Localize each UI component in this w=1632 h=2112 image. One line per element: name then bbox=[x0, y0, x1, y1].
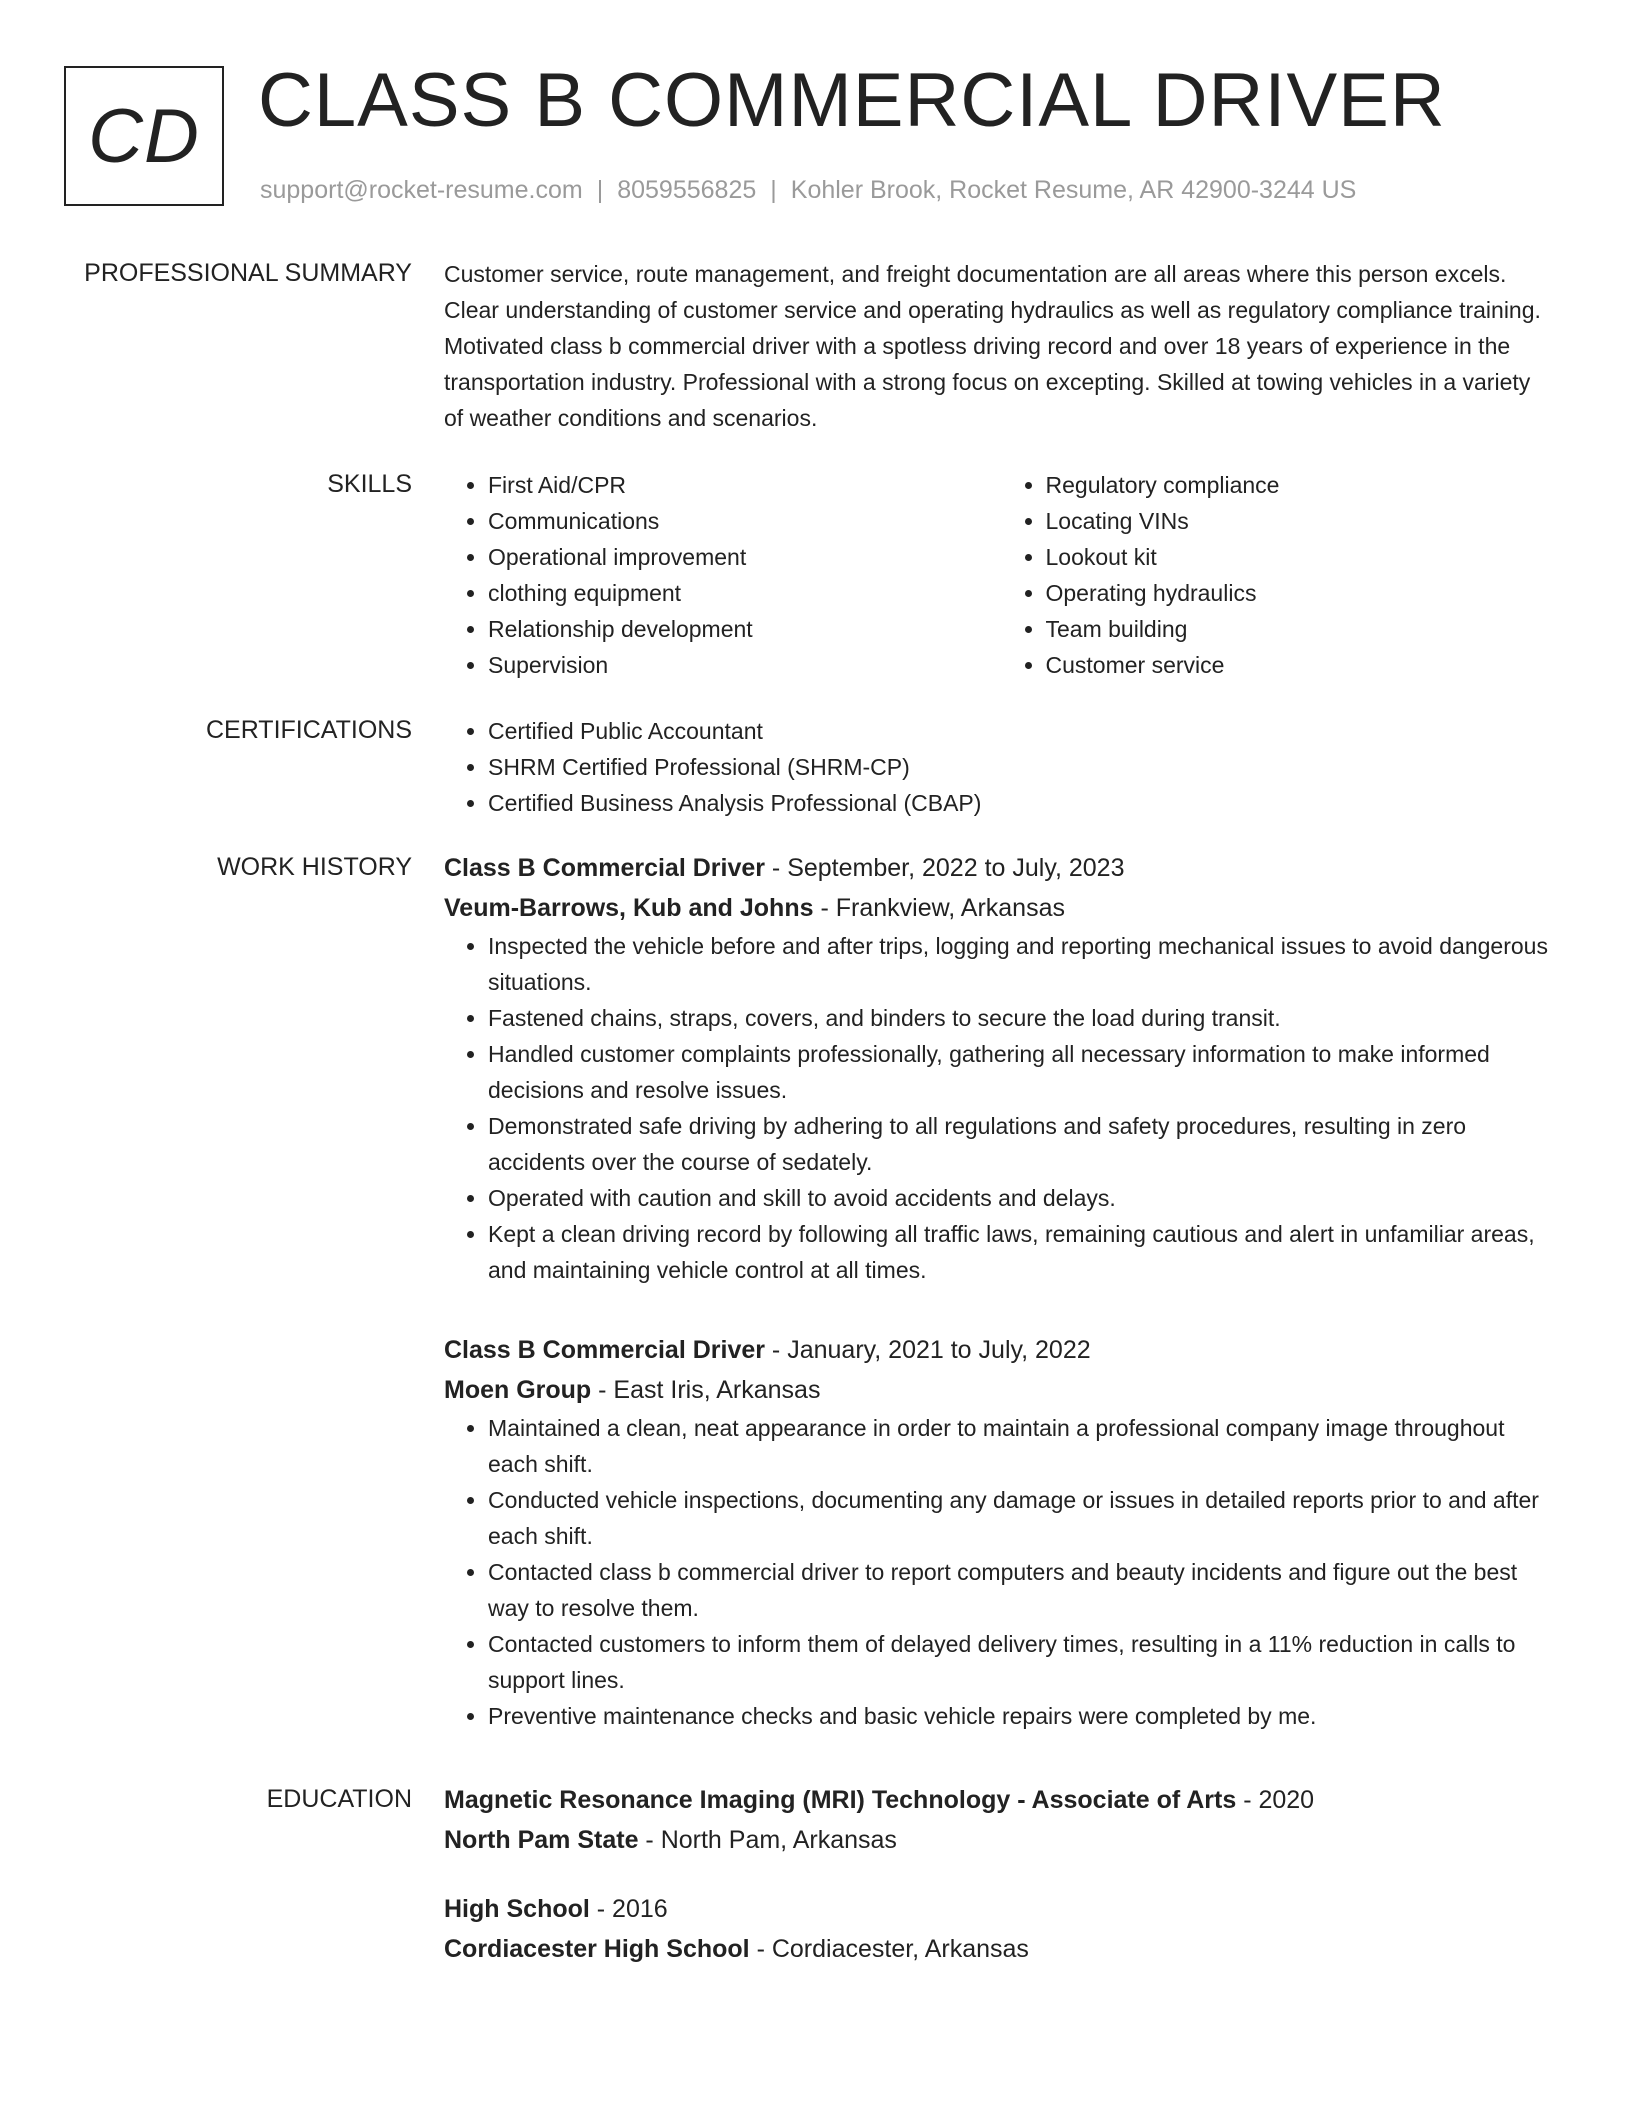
email-text: support@rocket-resume.com bbox=[260, 176, 583, 204]
skill-item: • First Aid/CPR bbox=[488, 467, 1002, 503]
skill-item: • Locating VINs bbox=[1046, 503, 1560, 539]
degree-name: High School bbox=[444, 1895, 590, 1923]
school-line bbox=[444, 1929, 1559, 1969]
section-label-certifications: CERTIFICATIONS bbox=[205, 716, 412, 744]
skill-item: • Operational improvement bbox=[488, 539, 1002, 575]
job-duty-item: • Kept a clean driving record by following all traffic laws, remaining cautious and alert in unfamiliar areas, and maintaining vehicle control at all times. bbox=[488, 1216, 1559, 1288]
section-label-summary: PROFESSIONAL SUMMARY bbox=[84, 259, 412, 287]
job-company: Veum-Barrows, Kub and Johns bbox=[444, 894, 814, 922]
summary-section bbox=[444, 256, 1544, 436]
skill-item: • Communications bbox=[488, 503, 1002, 539]
school-location: - North Pam, Arkansas bbox=[638, 1826, 897, 1854]
work-entry bbox=[444, 848, 1559, 1288]
job-title-line bbox=[444, 1330, 1559, 1370]
job-dates: - January, 2021 to July, 2022 bbox=[764, 1336, 1091, 1364]
skill-item: • clothing equipment bbox=[488, 575, 1002, 611]
job-duty-item: • Demonstrated safe driving by adhering to all regulations and safety procedures, resulting in zero accidents over the course of sedately. bbox=[488, 1108, 1559, 1180]
skill-item: • Relationship development bbox=[488, 611, 1002, 647]
job-duty-item: • Conducted vehicle inspections, documenting any damage or issues in detailed reports prior to and after each shift. bbox=[488, 1482, 1559, 1554]
certifications-section bbox=[444, 713, 1559, 821]
job-company: Moen Group bbox=[444, 1376, 592, 1404]
degree-line bbox=[444, 1780, 1559, 1820]
section-label-work-history: WORK HISTORY bbox=[217, 853, 412, 881]
degree-year: - 2020 bbox=[1236, 1786, 1315, 1814]
monogram-box bbox=[64, 66, 224, 206]
job-duty-item: • Operated with caution and skill to avoid accidents and delays. bbox=[488, 1180, 1559, 1216]
job-company-line bbox=[444, 888, 1559, 928]
skill-item: • Customer service bbox=[1046, 647, 1560, 683]
job-dates: - September, 2022 to July, 2023 bbox=[764, 854, 1125, 882]
education-entry bbox=[444, 1889, 1559, 1969]
job-duty-item: • Contacted class b commercial driver to report computers and beauty incidents and figure out the best way to resolve them. bbox=[488, 1554, 1559, 1626]
skill-item: • Regulatory compliance bbox=[1046, 467, 1560, 503]
degree-name: Magnetic Resonance Imaging (MRI) Technology - Associate of Arts bbox=[444, 1786, 1237, 1814]
degree-line bbox=[444, 1889, 1559, 1929]
contact-separator: | bbox=[770, 176, 777, 204]
school-line bbox=[444, 1820, 1559, 1860]
job-company-line bbox=[444, 1370, 1559, 1410]
school-name: North Pam State bbox=[444, 1826, 639, 1854]
resume-title: CLASS B COMMERCIAL DRIVER bbox=[258, 58, 1446, 143]
skill-item: • Lookout kit bbox=[1046, 539, 1560, 575]
education-entry bbox=[444, 1780, 1559, 1860]
degree-year: - 2016 bbox=[589, 1895, 668, 1923]
contact-separator: | bbox=[596, 176, 604, 204]
skills-section bbox=[444, 467, 1559, 683]
address-text: Kohler Brook, Rocket Resume, AR 42900-3244 US bbox=[790, 176, 1357, 204]
skill-item: • Supervision bbox=[488, 647, 1002, 683]
job-duty-item: • Handled customer complaints professionally, gathering all necessary information to make informed decisions and resolve issues. bbox=[488, 1036, 1559, 1108]
job-location: - East Iris, Arkansas bbox=[591, 1376, 821, 1404]
certifications-list bbox=[444, 713, 1559, 821]
job-duty-item: • Preventive maintenance checks and basic vehicle repairs were completed by me. bbox=[488, 1698, 1559, 1734]
job-duties-list bbox=[444, 1410, 1559, 1734]
certification-item: • Certified Business Analysis Professional (CBAP) bbox=[488, 785, 1559, 821]
job-duty-item: • Maintained a clean, neat appearance in order to maintain a professional company image throughout each shift. bbox=[488, 1410, 1559, 1482]
skills-grid bbox=[444, 467, 1559, 683]
summary-text: Customer service, route management, and freight documentation are all areas where this person excels. Clear understanding of customer service and operating hydraulics as well as regulatory compliance training. Motivated class b commercial driver with a spotless driving record and over 18 years of experience in the transportation industry. Professional with a strong focus on excepting. Skilled at towing vehicles in a variety of weather conditions and scenarios. bbox=[444, 261, 1541, 431]
job-title: Class B Commercial Driver bbox=[444, 854, 765, 882]
school-location: - Cordiacester, Arkansas bbox=[749, 1935, 1029, 1963]
contact-line bbox=[260, 174, 1356, 206]
job-duties-list bbox=[444, 928, 1559, 1288]
job-duty-item: • Inspected the vehicle before and after trips, logging and reporting mechanical issues to avoid dangerous situations. bbox=[488, 928, 1559, 1000]
job-title-line bbox=[444, 848, 1559, 888]
skills-list-left bbox=[444, 467, 1002, 683]
job-title: Class B Commercial Driver bbox=[444, 1336, 765, 1364]
monogram-initials: CD bbox=[88, 93, 200, 179]
phone-text: 8059556825 bbox=[617, 176, 757, 204]
skills-list-right bbox=[1002, 467, 1560, 683]
skill-item: • Team building bbox=[1046, 611, 1560, 647]
section-label-skills: SKILLS bbox=[327, 470, 412, 498]
job-duty-item: • Fastened chains, straps, covers, and binders to secure the load during transit. bbox=[488, 1000, 1559, 1036]
work-entry bbox=[444, 1330, 1559, 1734]
certification-item: • Certified Public Accountant bbox=[488, 713, 1559, 749]
skill-item: • Operating hydraulics bbox=[1046, 575, 1560, 611]
section-label-education: EDUCATION bbox=[266, 1785, 412, 1813]
certification-item: • SHRM Certified Professional (SHRM-CP) bbox=[488, 749, 1559, 785]
school-name: Cordiacester High School bbox=[444, 1935, 750, 1963]
job-location: - Frankview, Arkansas bbox=[813, 894, 1065, 922]
job-duty-item: • Contacted customers to inform them of delayed delivery times, resulting in a 11% reduction in calls to support lines. bbox=[488, 1626, 1559, 1698]
